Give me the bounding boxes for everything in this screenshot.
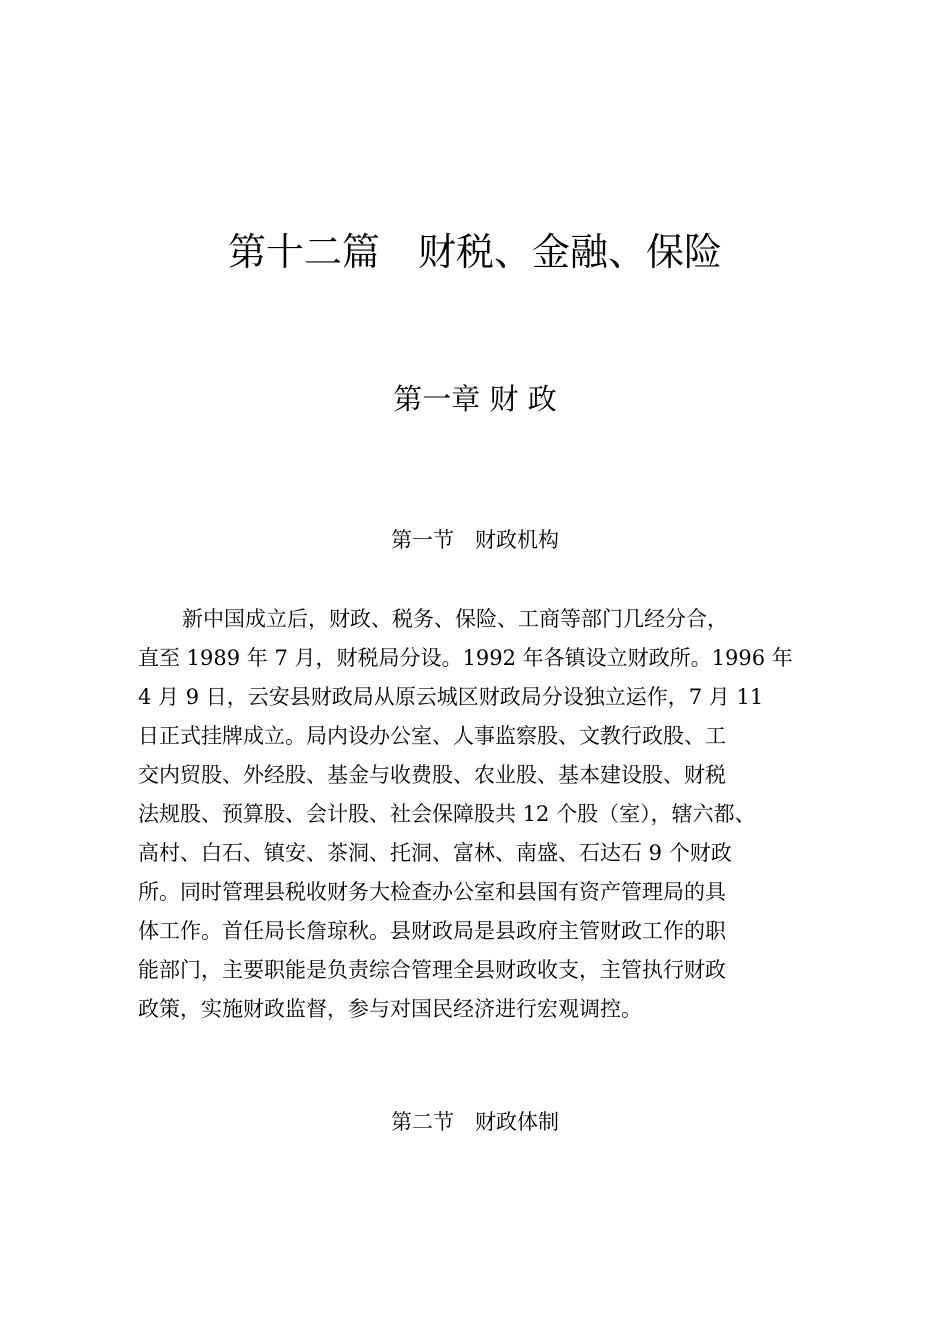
chapter-title: 第一章 财 政 bbox=[393, 382, 557, 416]
paragraph-line: 法规股、预算股、会计股、社会保障股共 12 个股（室），辖六都、 bbox=[138, 802, 756, 826]
paragraph-line: 新中国成立后，财政、税务、保险、工商等部门几经分合， bbox=[182, 607, 728, 631]
section-title-1: 第一节 财政机构 bbox=[391, 528, 559, 552]
paragraph-line: 交内贸股、外经股、基金与收费股、农业股、基本建设股、财税 bbox=[138, 763, 726, 787]
paragraph-line: 日正式挂牌成立。局内设办公室、人事监察股、文教行政股、工 bbox=[138, 724, 726, 748]
paragraph-line: 4 月 9 日，云安县财政局从原云城区财政局分设独立运作，7 月 11 bbox=[138, 685, 764, 709]
paragraph-line: 高村、白石、镇安、茶洞、托洞、富林、南盛、石达石 9 个财政 bbox=[138, 841, 732, 865]
section-1-paragraph bbox=[138, 600, 818, 1029]
part-title: 第十二篇 财税、金融、保险 bbox=[227, 230, 722, 274]
section-title-2: 第二节 财政体制 bbox=[391, 1110, 559, 1134]
paragraph-line: 能部门，主要职能是负责综合管理全县财政收支，主管执行财政 bbox=[138, 958, 726, 982]
paragraph-line: 直至 1989 年 7 月，财税局分设。1992 年各镇设立财政所。1996 年 bbox=[138, 646, 793, 670]
paragraph-line: 体工作。首任局长詹琼秋。县财政局是县政府主管财政工作的职 bbox=[138, 919, 726, 943]
paragraph-line: 所。同时管理县税收财务大检查办公室和县国有资产管理局的具 bbox=[138, 880, 726, 904]
paragraph-line: 政策，实施财政监督，参与对国民经济进行宏观调控。 bbox=[138, 997, 642, 1021]
